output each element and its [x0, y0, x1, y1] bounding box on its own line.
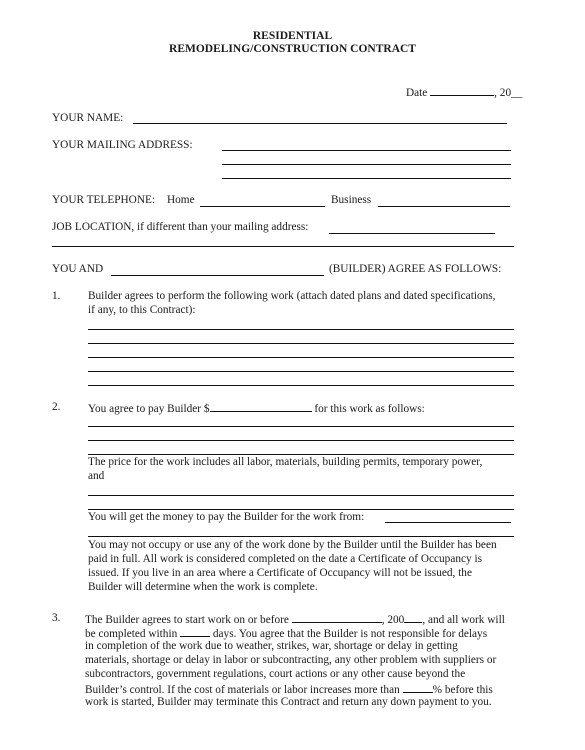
occupy-line-4: Builder will determine when the work is complete.: [88, 581, 318, 593]
work-description-line-4[interactable]: [88, 371, 514, 372]
work-description-line-3[interactable]: [88, 357, 514, 358]
work-description-line-5[interactable]: [88, 385, 514, 386]
section-3-line-5: subcontractors, government regulations, court actions or any other cause beyond the: [85, 668, 466, 680]
home-phone-field[interactable]: [200, 206, 325, 207]
builder-name-field[interactable]: [111, 275, 324, 276]
completion-suffix: days. You agree that the Builder is not responsible for delays: [212, 628, 488, 640]
section-1-line-1: Builder agrees to perform the following work (attach dated plans and dated specifications,: [88, 290, 496, 302]
cost-increase-percent-field[interactable]: [403, 681, 433, 693]
job-location-field-2[interactable]: [52, 246, 514, 247]
price-includes-line-2: and: [88, 470, 105, 482]
section-1-line-2: if any, to this Contract):: [88, 304, 196, 316]
start-date-suffix: , and all work will: [422, 614, 505, 626]
completion-label: be completed within: [85, 628, 178, 640]
money-source-field-2[interactable]: [88, 536, 514, 537]
mailing-address-field-1[interactable]: [222, 150, 511, 151]
business-label: Business: [331, 194, 372, 206]
date-row: [406, 84, 522, 100]
business-phone-field[interactable]: [378, 206, 510, 207]
mailing-address-field-3[interactable]: [222, 178, 511, 179]
date-label: Date: [406, 87, 428, 99]
section-3-line-3: in completion of the work due to weather, strikes, war, shortage or delay in getting: [85, 640, 458, 652]
occupy-line-2: paid in full. All work is considered completed on the date a Certificate of Occupancy is: [88, 553, 483, 565]
your-name-label: YOUR NAME:: [52, 112, 124, 124]
title-line-2: REMODELING/CONSTRUCTION CONTRACT: [169, 43, 416, 55]
occupy-line-1: You may not occupy or use any of the work done by the Builder until the Builder has been: [88, 539, 497, 551]
date-year: , 20__: [494, 87, 523, 99]
pay-builder-row: [88, 400, 425, 416]
price-includes-line-1: The price for the work includes all labor, materials, building permits, temporary power,: [88, 456, 483, 468]
telephone-label: YOUR TELEPHONE:: [52, 194, 156, 206]
section-1-number: 1.: [52, 290, 61, 302]
you-and-label: YOU AND: [52, 263, 104, 275]
occupy-line-3: issued. If you live in an area where a Certificate of Occupancy will not be issued, the: [88, 567, 472, 579]
section-3-line-4: materials, shortage or delay in labor or subcontracting, any other problem with suppliers or: [85, 654, 497, 666]
home-label: Home: [167, 194, 195, 206]
section-3-number: 3.: [52, 612, 61, 624]
payment-terms-line-2[interactable]: [88, 440, 514, 441]
start-date-field[interactable]: [292, 611, 382, 623]
your-name-field[interactable]: [133, 123, 507, 124]
start-year-prefix: , 200: [381, 614, 405, 626]
start-date-label: The Builder agrees to start work on or before: [85, 614, 289, 626]
cost-increase-label: Builder’s control. If the cost of materials or labor increases more than: [85, 684, 400, 696]
pay-amount-field[interactable]: [210, 400, 312, 412]
start-year-field[interactable]: [404, 611, 422, 623]
builder-agree-label: (BUILDER) AGREE AS FOLLOWS:: [329, 263, 502, 275]
cost-increase-suffix: % before this: [432, 684, 493, 696]
mailing-address-field-2[interactable]: [222, 164, 511, 165]
title-line-1: RESIDENTIAL: [252, 30, 333, 42]
section-3-line-7: work is started, Builder may terminate this Contract and return any down payment to you.: [85, 696, 492, 708]
job-location-label: JOB LOCATION, if different than your mailing address:: [52, 221, 309, 233]
date-field[interactable]: [430, 84, 494, 96]
section-2-number: 2.: [52, 401, 61, 413]
completion-days-field[interactable]: [180, 625, 210, 637]
pay-terms-label: for this work as follows:: [314, 403, 425, 415]
work-description-line-2[interactable]: [88, 343, 514, 344]
money-source-label: You will get the money to pay the Builder for the work from:: [88, 511, 365, 523]
work-description-line-1[interactable]: [88, 329, 514, 330]
payment-terms-line-1[interactable]: [88, 426, 514, 427]
mailing-address-label: YOUR MAILING ADDRESS:: [52, 139, 193, 151]
price-includes-field-1[interactable]: [88, 495, 514, 496]
job-location-field[interactable]: [329, 233, 495, 234]
pay-builder-label: You agree to pay Builder $: [88, 403, 210, 415]
money-source-field[interactable]: [385, 522, 511, 523]
